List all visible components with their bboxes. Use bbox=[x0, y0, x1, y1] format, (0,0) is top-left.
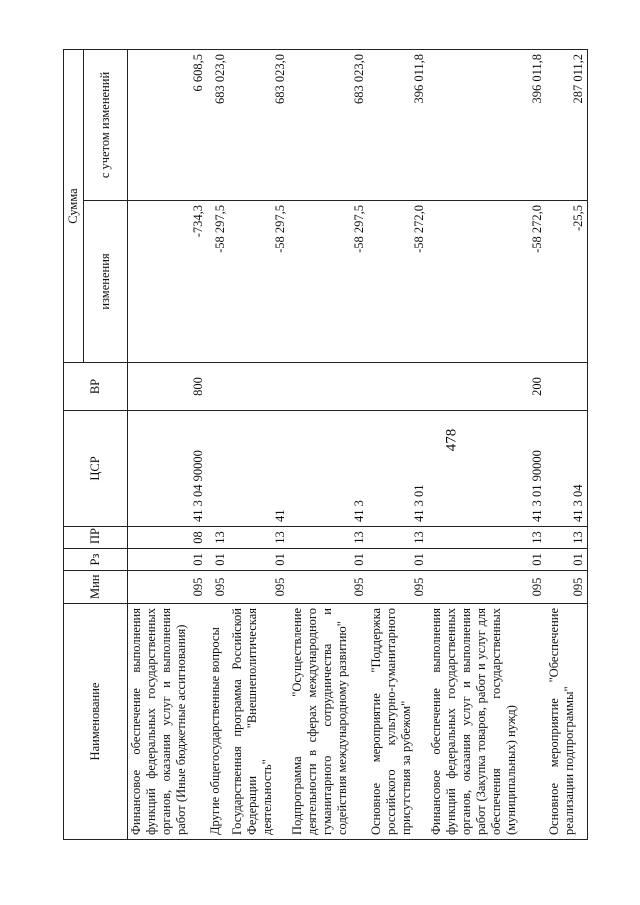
row-izmeneniya: -58 272,0 bbox=[368, 201, 428, 363]
row-min: 095 bbox=[128, 571, 208, 604]
row-csr: 41 3 04 bbox=[546, 411, 588, 527]
row-min: 095 bbox=[546, 571, 588, 604]
header-izmeneniya: изменения bbox=[84, 201, 128, 363]
header-vr: ВР bbox=[64, 363, 128, 411]
row-izmeneniya: -58 297,5 bbox=[229, 201, 289, 363]
table-body bbox=[128, 50, 588, 840]
row-pr: 13 bbox=[229, 527, 289, 549]
table-row bbox=[289, 50, 368, 840]
row-rz: 01 bbox=[428, 549, 546, 571]
row-name: Основное мероприятие "Обеспечение реализации подпрограммы" bbox=[546, 604, 588, 840]
row-rz: 01 bbox=[289, 549, 368, 571]
row-rz: 01 bbox=[368, 549, 428, 571]
row-rz: 01 bbox=[546, 549, 588, 571]
header-rz: Рз bbox=[64, 549, 128, 571]
row-name: Государственная программа Российской Федерации "Внешнеполитическая деятельность" bbox=[229, 604, 289, 840]
row-pr: 13 bbox=[428, 527, 546, 549]
row-s-uchetom: 683 023,0 bbox=[207, 50, 229, 201]
row-izmeneniya: -734,3 bbox=[128, 201, 208, 363]
row-rz: 01 bbox=[128, 549, 208, 571]
row-s-uchetom: 396 011,8 bbox=[428, 50, 546, 201]
row-izmeneniya: -58 272,0 bbox=[428, 201, 546, 363]
row-csr: 41 3 04 90000 bbox=[128, 411, 208, 527]
row-pr: 08 bbox=[128, 527, 208, 549]
row-izmeneniya: -58 297,5 bbox=[289, 201, 368, 363]
header-min: Мин bbox=[64, 571, 128, 604]
row-izmeneniya: -25,5 bbox=[546, 201, 588, 363]
row-vr bbox=[207, 363, 229, 411]
table-row bbox=[428, 50, 546, 840]
row-s-uchetom: 396 011,8 bbox=[368, 50, 428, 201]
row-s-uchetom: 6 608,5 bbox=[128, 50, 208, 201]
row-s-uchetom: 287 011,2 bbox=[546, 50, 588, 201]
header-name: Наименование bbox=[64, 604, 128, 840]
row-name: Финансовое обеспечение выполнения функций федеральных государственных органов, оказания услуг и выполнения работ (Иные бюджетные ассигнования) bbox=[128, 604, 208, 840]
row-vr bbox=[229, 363, 289, 411]
row-name: Подпрограмма "Осуществление деятельности в сферах международного гуманитарного сотрудничества и содействия международному развитию" bbox=[289, 604, 368, 840]
row-min: 095 bbox=[229, 571, 289, 604]
rotated-table-wrapper bbox=[63, 50, 588, 840]
row-pr: 13 bbox=[289, 527, 368, 549]
table-row bbox=[368, 50, 428, 840]
row-vr: 800 bbox=[128, 363, 208, 411]
row-min: 095 bbox=[428, 571, 546, 604]
budget-table bbox=[63, 49, 588, 840]
row-vr bbox=[368, 363, 428, 411]
row-vr: 200 bbox=[428, 363, 546, 411]
table-row bbox=[128, 50, 208, 840]
row-rz: 01 bbox=[229, 549, 289, 571]
table-row bbox=[207, 50, 229, 840]
table-row bbox=[229, 50, 289, 840]
row-csr: 41 bbox=[229, 411, 289, 527]
row-rz: 01 bbox=[207, 549, 229, 571]
row-csr: 41 3 01 bbox=[368, 411, 428, 527]
table-header bbox=[64, 50, 128, 840]
row-name: Другие общегосударственные вопросы bbox=[207, 604, 229, 840]
row-name: Финансовое обеспечение выполнения функций федеральных государственных органов, оказания услуг и выполнения работ (Закупка товаров, работ и услуг для обеспечения государственных (муниципальных) нужд) bbox=[428, 604, 546, 840]
row-min: 095 bbox=[207, 571, 229, 604]
row-s-uchetom: 683 023,0 bbox=[289, 50, 368, 201]
row-pr: 13 bbox=[546, 527, 588, 549]
row-s-uchetom: 683 023,0 bbox=[229, 50, 289, 201]
row-pr: 13 bbox=[368, 527, 428, 549]
header-pr: ПР bbox=[64, 527, 128, 549]
row-csr: 41 3 bbox=[289, 411, 368, 527]
row-vr bbox=[546, 363, 588, 411]
row-min: 095 bbox=[289, 571, 368, 604]
row-pr: 13 bbox=[207, 527, 229, 549]
row-izmeneniya: -58 297,5 bbox=[207, 201, 229, 363]
row-csr bbox=[207, 411, 229, 527]
row-name: Основное мероприятие "Поддержка российского культурно-гуманитарного присутствия за рубежом" bbox=[368, 604, 428, 840]
header-summa: Сумма bbox=[64, 50, 84, 363]
row-min: 095 bbox=[368, 571, 428, 604]
row-csr: 41 3 01 90000 bbox=[428, 411, 546, 527]
header-csr: ЦСР bbox=[64, 411, 128, 527]
page-number: 478 bbox=[443, 428, 460, 452]
header-s-uchetom: с учетом изменений bbox=[84, 50, 128, 201]
table-row bbox=[546, 50, 588, 840]
row-vr bbox=[289, 363, 368, 411]
